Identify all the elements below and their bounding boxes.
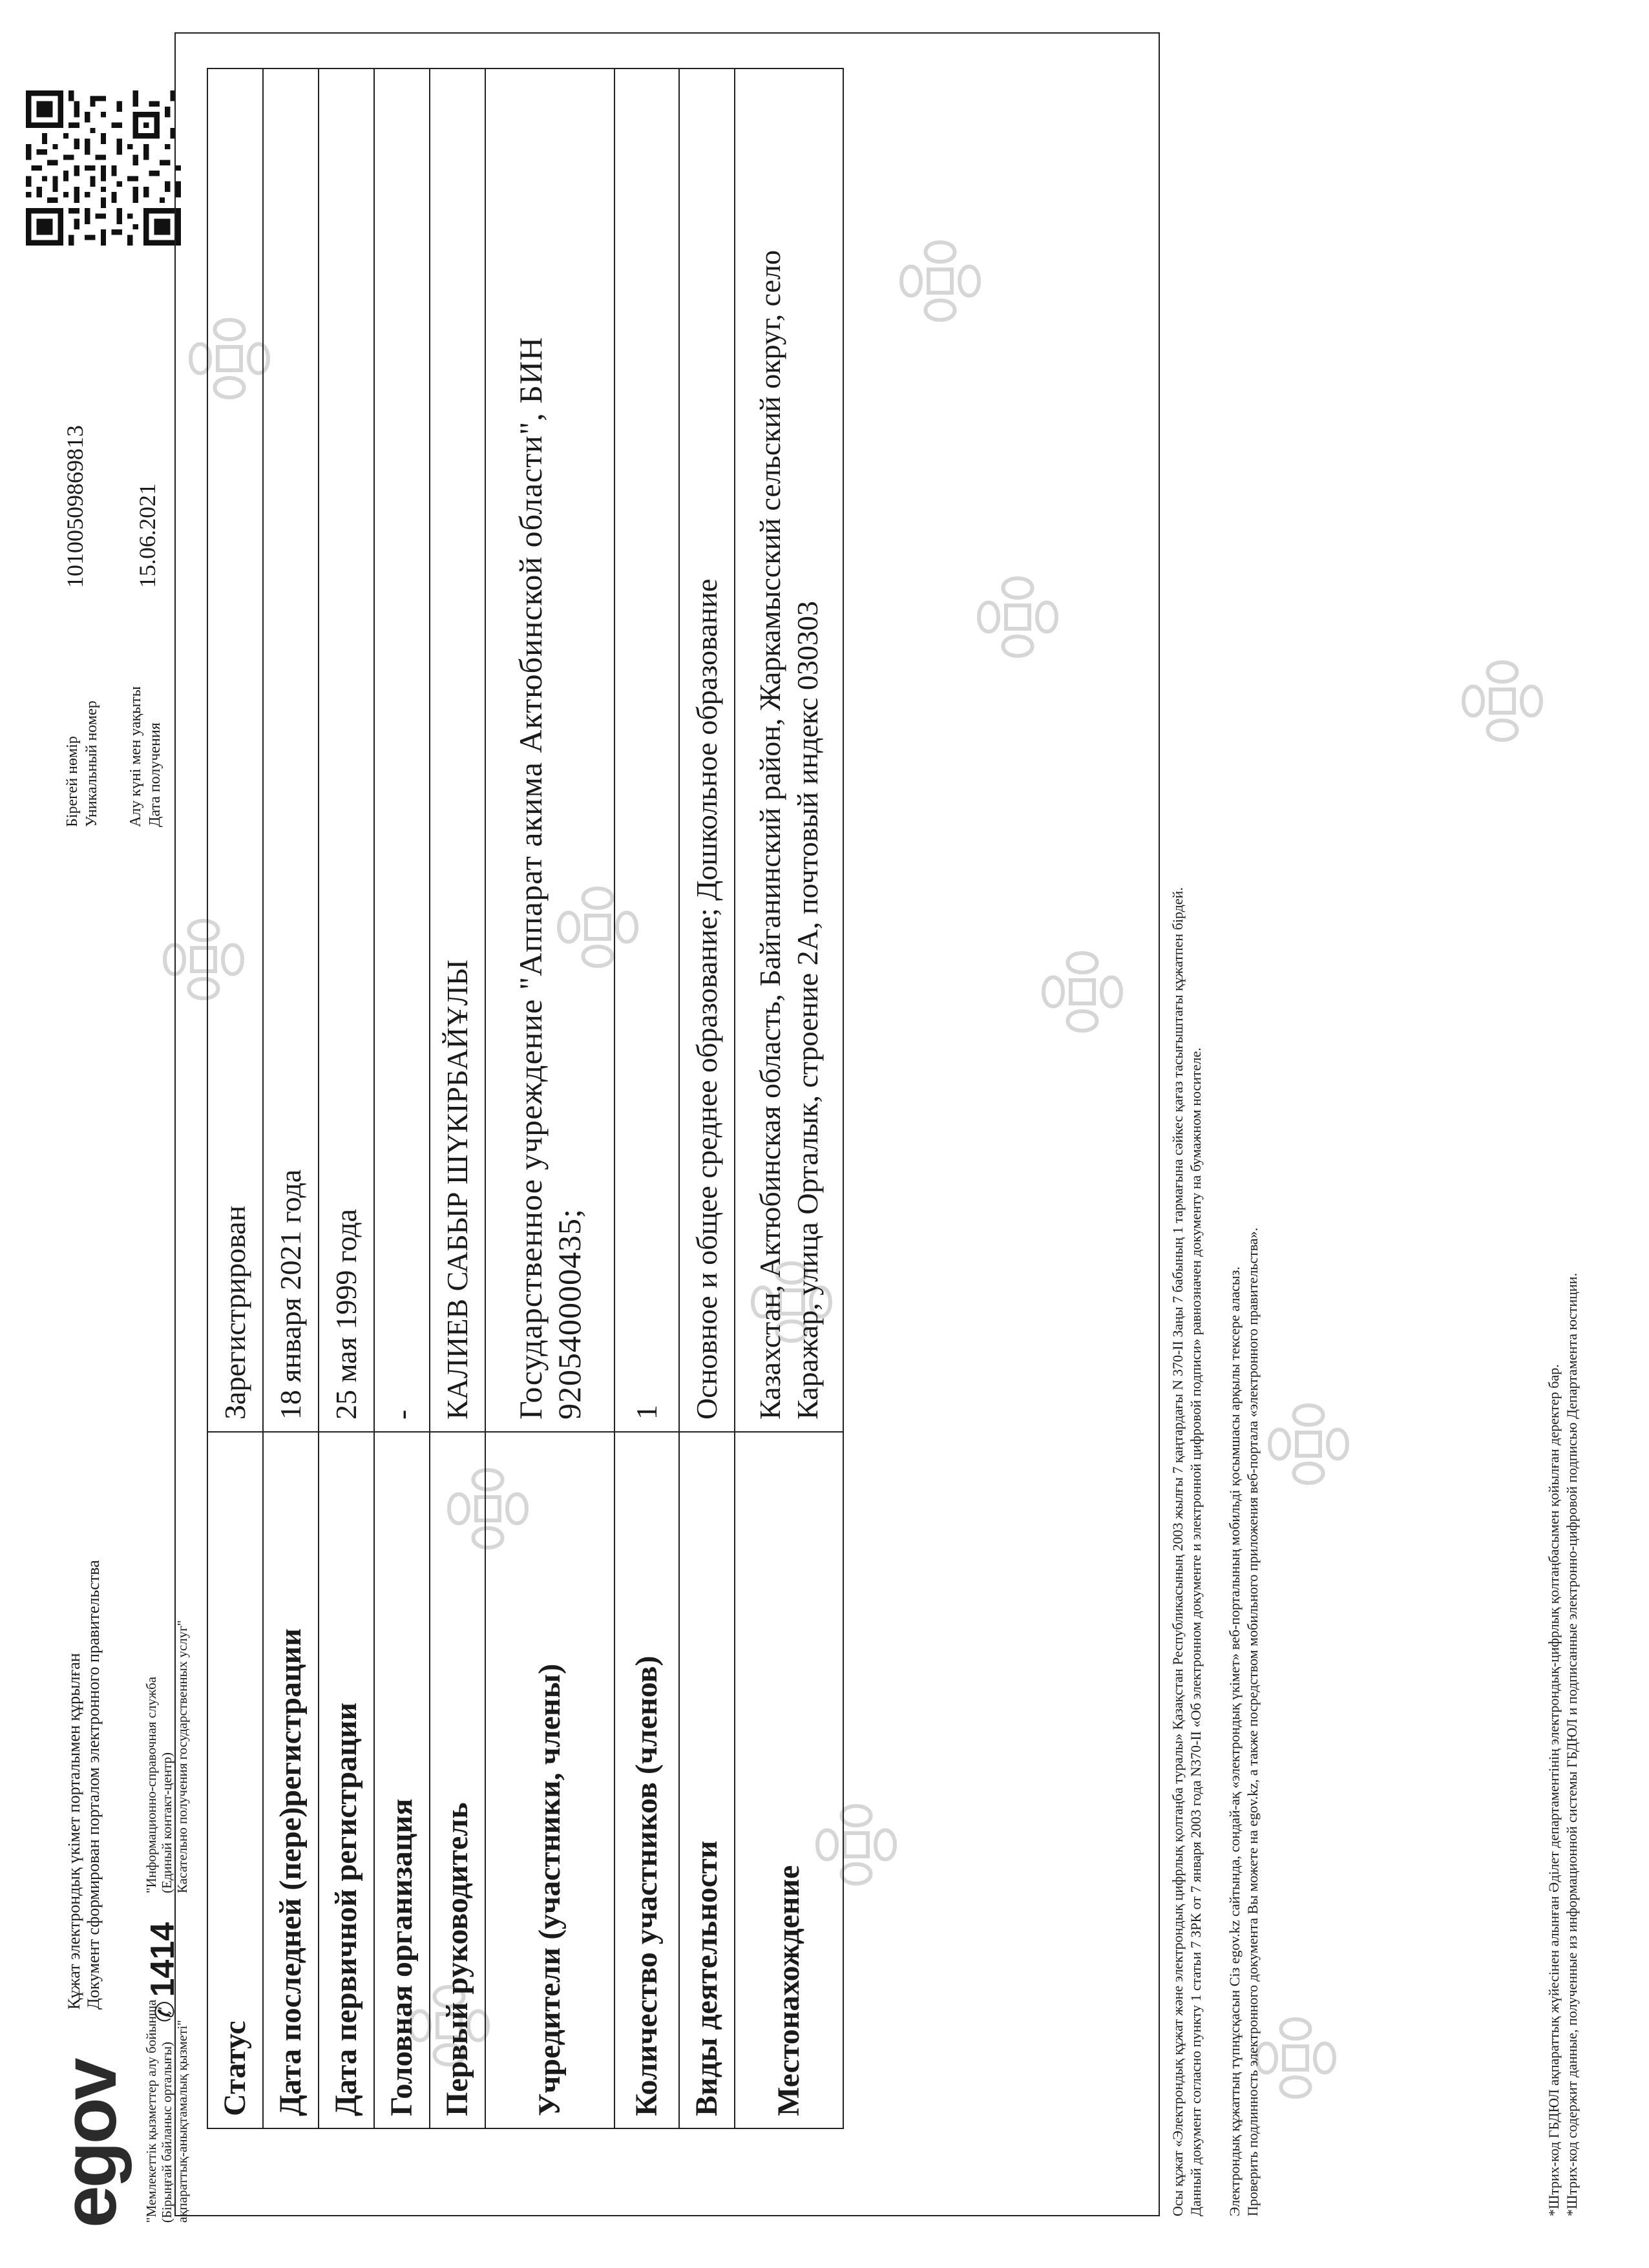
row-value: 25 мая 1999 года xyxy=(319,68,374,1432)
row-value-line: 920540000435; xyxy=(551,1208,587,1420)
service-caption-ru-line: (Единый контакт-центр) xyxy=(159,1752,174,1893)
registration-info-table xyxy=(207,68,844,2129)
portal-caption-kz: Құжат электрондық үкімет порталымен құрылған xyxy=(65,1653,83,2010)
row-label: Первый руководитель xyxy=(430,1432,485,2128)
barcode-note-ru: *Штрих-код содержит данные, полученные из информационной системы ГБДЮЛ и подписанные электронно-цифровой подписью Департамента юстиции. xyxy=(1564,1273,1580,2216)
unique-number-value: 10100509869813 xyxy=(62,425,88,588)
table-row xyxy=(614,68,679,2128)
table-row xyxy=(207,68,263,2128)
service-caption-ru-line: "Информационно-справочная служба xyxy=(143,1676,159,1893)
verification-notice-ru: Проверить подлинность электронного документа Вы можете на egov.kz, а также посредством мобильного приложения веб-портала «электронного правительства». xyxy=(1245,1227,1261,2216)
service-caption-ru-line: Касательно получения государственных услуг" xyxy=(174,1620,190,1893)
legal-notice-kz: Осы құжат «Электрондық құжат және электрондық цифрлық қолтаңба туралы» Қазақстан Республикасының 2003 жылғы 7 қаңтардағы N 370-II Заңы 7 бабының 1 тармағына сәйкес қағаз тасығыштағы құжатпен бірдей. xyxy=(1170,887,1186,2216)
row-label: Дата последней (пере)регистрации xyxy=(263,1432,319,2128)
row-value: КАЛИЕВ САБЫР ШҮКІРБАЙҰЛЫ xyxy=(430,68,485,1432)
row-label: Дата первичной регистрации xyxy=(319,1432,374,2128)
table-row xyxy=(735,68,843,2128)
receipt-date-label-ru: Дата получения xyxy=(147,722,163,827)
receipt-date-value: 15.06.2021 xyxy=(134,483,160,588)
receipt-date-label-kz: Алу күні мен уақыты xyxy=(127,686,144,827)
row-value: - xyxy=(374,68,430,1432)
table-row xyxy=(374,68,430,2128)
row-value xyxy=(735,68,843,1432)
verification-notice-kz: Электрондық құжаттың түпнұсқасын Сіз egov.kz сайтында, сондай-ақ «электрондық үкімет» веб-порталының мобильді қосымшасы арқылы тексере аласыз. xyxy=(1226,1266,1243,2216)
service-caption-kz-line: ақпараттық-анықтамалық қызметі" xyxy=(174,2020,190,2223)
legal-notice-ru: Данный документ согласно пункту 1 статьи 7 ЗРК от 7 января 2003 года N370-II «Об электронном документе и электронной цифровой подписи» равнозначен документу на бумажном носителе. xyxy=(1188,1047,1204,2216)
row-label: Количество участников (членов) xyxy=(614,1432,679,2128)
row-label: Местонахождение xyxy=(735,1432,843,2128)
portal-caption-ru: Документ сформирован порталом электронного правительства xyxy=(84,1560,103,2010)
row-value-line: Государственное учреждение "Аппарат акима Актюбинской области", БИН xyxy=(512,336,549,1420)
service-caption-kz-line: "Мемлекеттік қызметтер алу бойынша xyxy=(143,1999,159,2223)
qr-code xyxy=(26,90,181,246)
ornament-watermark xyxy=(1454,653,1551,750)
row-value xyxy=(485,68,614,1432)
ornament-watermark xyxy=(1260,1396,1357,1493)
row-value: 1 xyxy=(614,68,679,1432)
table-row xyxy=(263,68,319,2128)
row-value: Зарегистрирован xyxy=(207,68,263,1432)
table-row xyxy=(319,68,374,2128)
barcode-note-kz: *Штрих-код ГБДЮЛ ақпараттық жүйесінен алынған Әділет департаментінің электрондық-цифрлық қолтаңбасымен қойылған деректер бар. xyxy=(1546,1364,1562,2216)
ornament-watermark xyxy=(1247,2010,1344,2106)
service-caption-kz-line: (Бірыңғай байланыс орталығы) xyxy=(159,2041,174,2223)
row-label: Учредители (участники, члены) xyxy=(485,1432,614,2128)
row-label: Головная организация xyxy=(374,1432,430,2128)
unique-number-label-ru: Уникальный номер xyxy=(83,700,100,827)
phone-number: 1414 xyxy=(144,1922,182,1997)
unique-number-label-kz: Бірегей нөмір xyxy=(64,736,81,827)
phone-icon: ✆ xyxy=(151,2000,180,2022)
table-row xyxy=(430,68,485,2128)
row-label: Статус xyxy=(207,1432,263,2128)
table-row xyxy=(679,68,735,2128)
row-value: 18 января 2021 года xyxy=(263,68,319,1432)
row-value: Основное и общее среднее образование; Дошкольное образование xyxy=(679,68,735,1432)
row-label: Виды деятельности xyxy=(679,1432,735,2128)
row-value-line: Казахстан, Актюбинская область, Байганинский район, Жаркамысский сельский округ, село xyxy=(753,249,786,1420)
egov-logo: egov xyxy=(47,2060,132,2228)
row-value-line: Каражар, улица Орталык, строение 2А, почтовый индекс 030303 xyxy=(791,601,824,1420)
table-row xyxy=(485,68,614,2128)
